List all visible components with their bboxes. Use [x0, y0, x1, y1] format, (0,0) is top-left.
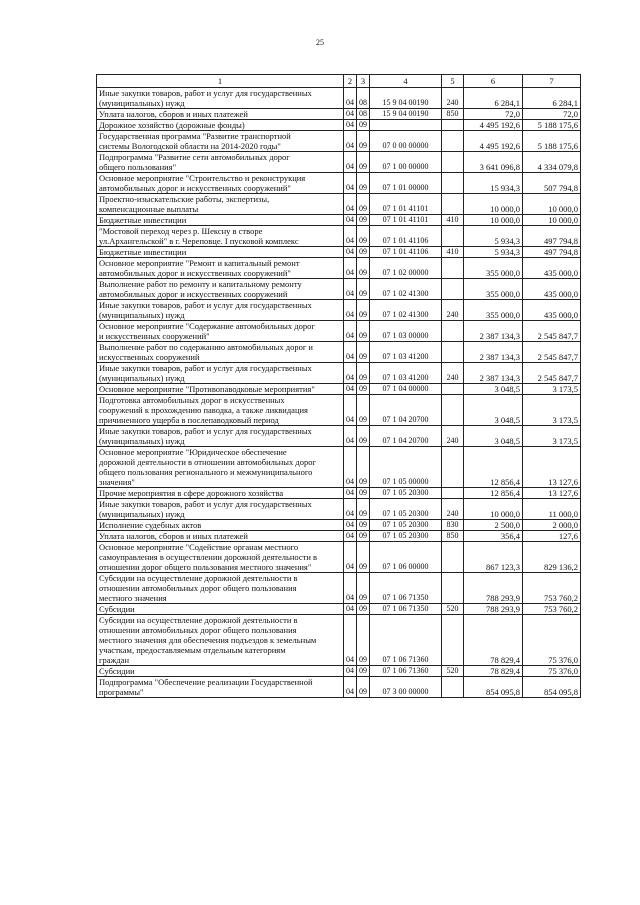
section-code: 04 — [344, 615, 357, 666]
header-cell: 1 — [97, 75, 344, 88]
subsection-code: 09 — [357, 447, 370, 488]
table-row — [97, 342, 581, 363]
amount-year-1: 3 048,5 — [464, 384, 523, 395]
expense-type-code — [442, 279, 464, 300]
amount-year-1: 5 934,3 — [464, 226, 523, 247]
section-code: 04 — [344, 363, 357, 384]
amount-year-1: 10 000,0 — [464, 499, 523, 520]
section-code: 04 — [344, 677, 357, 698]
section-code: 04 — [344, 88, 357, 109]
target-article-code — [370, 120, 442, 131]
amount-year-1: 78 829,4 — [464, 615, 523, 666]
target-article-code: 07 1 02 00000 — [370, 258, 442, 279]
row-name — [97, 321, 344, 342]
row-name-text: Иные закупки товаров, работ и услуг для государственных (муниципальных) нужд — [99, 300, 312, 320]
section-code: 04 — [344, 258, 357, 279]
subsection-code: 09 — [357, 131, 370, 152]
row-name-text: Субсидии — [99, 604, 135, 614]
target-article-code: 07 1 04 20700 — [370, 426, 442, 447]
row-name — [97, 247, 344, 258]
row-name-text: Субсидии — [99, 666, 135, 676]
amount-year-1: 4 495 192,6 — [464, 120, 523, 131]
table-row — [97, 120, 581, 131]
row-name-text: Бюджетные инвестиции — [99, 215, 187, 225]
row-name — [97, 226, 344, 247]
amount-year-2: 2 545 847,7 — [523, 363, 581, 384]
amount-year-2: 75 376,0 — [523, 666, 581, 677]
row-name — [97, 677, 344, 698]
amount-year-2: 3 173,5 — [523, 395, 581, 426]
header-cell: 7 — [523, 75, 581, 88]
row-name — [97, 194, 344, 215]
target-article-code: 15 9 04 00190 — [370, 88, 442, 109]
amount-year-1: 78 829,4 — [464, 666, 523, 677]
row-name-text: Выполнение работ по содержанию автомобильных дорог и искусственных сооружений — [99, 342, 313, 362]
header-cell: 6 — [464, 75, 523, 88]
row-name-text: Подготовка автомобильных дорог в искусственных сооружений к прохождению паводка, а также ликвидация причиненного ущерба в послепаводковый период — [99, 395, 308, 425]
amount-year-1: 15 934,3 — [464, 173, 523, 194]
target-article-code: 07 1 05 20300 — [370, 499, 442, 520]
section-code: 04 — [344, 573, 357, 604]
expense-type-code — [442, 573, 464, 604]
expense-type-code: 520 — [442, 666, 464, 677]
row-name-text: Основное мероприятие "Содержание автомобильных дорог и искусственных сооружений" — [99, 321, 315, 341]
subsection-code: 09 — [357, 488, 370, 499]
row-name — [97, 542, 344, 573]
row-name-text: Дорожное хозяйство (дорожные фонды) — [99, 120, 245, 130]
row-name-text: Основное мероприятие "Противопаводковые мероприятия" — [99, 384, 315, 394]
subsection-code: 09 — [357, 542, 370, 573]
section-code: 04 — [344, 120, 357, 131]
row-name — [97, 342, 344, 363]
row-name-text: "Мостовой переход через р. Шексну в створе ул.Архангельской" в г. Череповце. I пусковой комплекс — [99, 226, 299, 246]
section-code: 04 — [344, 499, 357, 520]
row-name — [97, 531, 344, 542]
table-row — [97, 88, 581, 109]
row-name — [97, 88, 344, 109]
target-article-code: 07 1 04 00000 — [370, 384, 442, 395]
amount-year-2: 5 188 175,6 — [523, 120, 581, 131]
target-article-code: 07 1 03 41200 — [370, 363, 442, 384]
amount-year-2: 75 376,0 — [523, 615, 581, 666]
expense-type-code: 240 — [442, 426, 464, 447]
amount-year-1: 2 500,0 — [464, 520, 523, 531]
subsection-code: 09 — [357, 677, 370, 698]
target-article-code: 15 9 04 00190 — [370, 109, 442, 120]
amount-year-1: 3 048,5 — [464, 395, 523, 426]
target-article-code: 07 1 01 00000 — [370, 173, 442, 194]
amount-year-2: 435 000,0 — [523, 258, 581, 279]
subsection-code: 09 — [357, 247, 370, 258]
table-row — [97, 531, 581, 542]
target-article-code: 07 1 03 00000 — [370, 321, 442, 342]
row-name — [97, 152, 344, 173]
amount-year-1: 788 293,9 — [464, 573, 523, 604]
expense-type-code: 850 — [442, 531, 464, 542]
row-name-text: Исполнение судебных актов — [99, 520, 202, 530]
expense-type-code — [442, 173, 464, 194]
table-row — [97, 677, 581, 698]
target-article-code: 07 1 05 20300 — [370, 531, 442, 542]
table-row — [97, 499, 581, 520]
row-name-text: Выполнение работ по ремонту и капитальному ремонту автомобильных дорог и искусственных сооружений — [99, 279, 302, 299]
subsection-code: 09 — [357, 300, 370, 321]
amount-year-2: 72,0 — [523, 109, 581, 120]
amount-year-2: 3 173,5 — [523, 426, 581, 447]
expense-type-code: 240 — [442, 300, 464, 321]
subsection-code: 09 — [357, 226, 370, 247]
subsection-code: 09 — [357, 573, 370, 604]
expense-type-code — [442, 447, 464, 488]
subsection-code: 09 — [357, 615, 370, 666]
amount-year-2: 10 000,0 — [523, 215, 581, 226]
amount-year-1: 355 000,0 — [464, 279, 523, 300]
expense-type-code — [442, 226, 464, 247]
row-name — [97, 520, 344, 531]
target-article-code: 07 1 04 20700 — [370, 395, 442, 426]
row-name-text: Государственная программа "Развитие транспортной системы Вологодской области на 2014-2020 годы" — [99, 131, 291, 151]
table-row — [97, 152, 581, 173]
subsection-code: 09 — [357, 120, 370, 131]
amount-year-2: 507 794,8 — [523, 173, 581, 194]
subsection-code: 09 — [357, 173, 370, 194]
header-cell: 4 — [370, 75, 442, 88]
row-name — [97, 120, 344, 131]
amount-year-2: 10 000,0 — [523, 194, 581, 215]
amount-year-2: 13 127,6 — [523, 447, 581, 488]
subsection-code: 09 — [357, 342, 370, 363]
header-cell: 2 — [344, 75, 357, 88]
header-cell: 3 — [357, 75, 370, 88]
section-code: 04 — [344, 109, 357, 120]
expense-type-code — [442, 395, 464, 426]
section-code: 04 — [344, 542, 357, 573]
table-row — [97, 426, 581, 447]
amount-year-1: 12 856,4 — [464, 447, 523, 488]
target-article-code: 07 1 01 41101 — [370, 215, 442, 226]
row-name — [97, 499, 344, 520]
amount-year-1: 12 856,4 — [464, 488, 523, 499]
expense-type-code: 410 — [442, 247, 464, 258]
subsection-code: 09 — [357, 426, 370, 447]
subsection-code: 09 — [357, 321, 370, 342]
subsection-code: 09 — [357, 531, 370, 542]
row-name — [97, 363, 344, 384]
section-code: 04 — [344, 447, 357, 488]
target-article-code: 07 1 00 00000 — [370, 152, 442, 173]
expense-type-code — [442, 120, 464, 131]
section-code: 04 — [344, 321, 357, 342]
subsection-code: 09 — [357, 384, 370, 395]
amount-year-1: 2 387 134,3 — [464, 342, 523, 363]
amount-year-1: 867 123,3 — [464, 542, 523, 573]
subsection-code: 09 — [357, 363, 370, 384]
table-row — [97, 173, 581, 194]
row-name — [97, 279, 344, 300]
amount-year-2: 2 545 847,7 — [523, 342, 581, 363]
section-code: 04 — [344, 426, 357, 447]
expense-type-code — [442, 152, 464, 173]
amount-year-1: 6 284,1 — [464, 88, 523, 109]
expense-type-code: 520 — [442, 604, 464, 615]
amount-year-2: 4 334 079,8 — [523, 152, 581, 173]
row-name — [97, 604, 344, 615]
row-name — [97, 573, 344, 604]
subsection-code: 08 — [357, 88, 370, 109]
table-row — [97, 615, 581, 666]
row-name — [97, 215, 344, 226]
row-name — [97, 131, 344, 152]
table-row — [97, 573, 581, 604]
subsection-code: 09 — [357, 258, 370, 279]
amount-year-1: 3 641 096,8 — [464, 152, 523, 173]
expense-type-code: 850 — [442, 109, 464, 120]
row-name-text: Подпрограмма "Обеспечение реализации Государственной программы" — [99, 677, 313, 697]
section-code: 04 — [344, 173, 357, 194]
subsection-code: 09 — [357, 215, 370, 226]
row-name-text: Основное мероприятие "Ремонт и капитальный ремонт автомобильных дорог и искусственных сооружений" — [99, 258, 300, 278]
row-name-text: Иные закупки товаров, работ и услуг для государственных (муниципальных) нужд — [99, 363, 312, 383]
section-code: 04 — [344, 152, 357, 173]
amount-year-1: 5 934,3 — [464, 247, 523, 258]
table-row — [97, 447, 581, 488]
target-article-code: 07 1 05 00000 — [370, 447, 442, 488]
table-row — [97, 542, 581, 573]
expense-type-code — [442, 258, 464, 279]
row-name-text: Иные закупки товаров, работ и услуг для государственных (муниципальных) нужд — [99, 426, 312, 446]
table-row — [97, 109, 581, 120]
section-code: 04 — [344, 279, 357, 300]
expense-type-code — [442, 384, 464, 395]
target-article-code: 07 1 01 41106 — [370, 226, 442, 247]
row-name-text: Уплата налогов, сборов и иных платежей — [99, 531, 248, 541]
amount-year-2: 854 095,8 — [523, 677, 581, 698]
target-article-code: 07 1 05 20300 — [370, 488, 442, 499]
subsection-code: 09 — [357, 395, 370, 426]
table-row — [97, 520, 581, 531]
row-name — [97, 384, 344, 395]
section-code: 04 — [344, 226, 357, 247]
row-name-text: Иные закупки товаров, работ и услуг для государственных (муниципальных) нужд — [99, 499, 312, 519]
section-code: 04 — [344, 131, 357, 152]
subsection-code: 09 — [357, 279, 370, 300]
row-name — [97, 488, 344, 499]
amount-year-2: 127,6 — [523, 531, 581, 542]
expense-type-code: 410 — [442, 215, 464, 226]
amount-year-1: 788 293,9 — [464, 604, 523, 615]
section-code: 04 — [344, 666, 357, 677]
row-name-text: Проектно-изыскательские работы, экспертизы, компенсационные выплаты — [99, 194, 270, 214]
section-code: 04 — [344, 488, 357, 499]
section-code: 04 — [344, 604, 357, 615]
row-name-text: Субсидии на осуществление дорожной деятельности в отношении автомобильных дорог общего пользования местного значения для обеспечения подъездов к земельным участкам, предоставляемым отдельным категориям граждан — [99, 615, 317, 665]
section-code: 04 — [344, 520, 357, 531]
target-article-code: 07 1 05 20300 — [370, 520, 442, 531]
row-name — [97, 258, 344, 279]
target-article-code: 07 1 06 00000 — [370, 542, 442, 573]
row-name-text: Бюджетные инвестиции — [99, 247, 187, 257]
table-row — [97, 226, 581, 247]
table-row — [97, 604, 581, 615]
page-number: 25 — [316, 38, 324, 47]
row-name-text: Подпрограмма "Развитие сети автомобильных дорог общего пользования" — [99, 152, 290, 172]
amount-year-2: 6 284,1 — [523, 88, 581, 109]
row-name-text: Основное мероприятие "Содействие органам местного самоуправления в осуществлении дорожной деятельности в отношении дорог общего пользования местного значения" — [99, 542, 318, 572]
subsection-code: 09 — [357, 194, 370, 215]
row-name-text: Иные закупки товаров, работ и услуг для государственных (муниципальных) нужд — [99, 88, 312, 108]
section-code: 04 — [344, 194, 357, 215]
table-row — [97, 321, 581, 342]
subsection-code: 09 — [357, 499, 370, 520]
amount-year-2: 497 794,8 — [523, 226, 581, 247]
section-code: 04 — [344, 384, 357, 395]
table-row — [97, 666, 581, 677]
section-code: 04 — [344, 247, 357, 258]
header-row — [97, 75, 581, 88]
expense-type-code — [442, 488, 464, 499]
amount-year-2: 13 127,6 — [523, 488, 581, 499]
amount-year-1: 2 387 134,3 — [464, 321, 523, 342]
amount-year-2: 11 000,0 — [523, 499, 581, 520]
expense-type-code: 240 — [442, 88, 464, 109]
amount-year-2: 435 000,0 — [523, 300, 581, 321]
section-code: 04 — [344, 300, 357, 321]
row-name-text: Основное мероприятие "Юридическое обеспечение дорожной деятельности в отношении автомобильных дорог общего пользования регионального и межмуниципального значения" — [99, 447, 316, 487]
amount-year-2: 5 188 175,6 — [523, 131, 581, 152]
amount-year-2: 3 173,5 — [523, 384, 581, 395]
amount-year-2: 497 794,8 — [523, 247, 581, 258]
amount-year-2: 2 000,0 — [523, 520, 581, 531]
amount-year-1: 355 000,0 — [464, 300, 523, 321]
section-code: 04 — [344, 342, 357, 363]
target-article-code: 07 1 01 41106 — [370, 247, 442, 258]
subsection-code: 09 — [357, 152, 370, 173]
amount-year-1: 10 000,0 — [464, 215, 523, 226]
section-code: 04 — [344, 531, 357, 542]
row-name — [97, 300, 344, 321]
amount-year-1: 2 387 134,3 — [464, 363, 523, 384]
expense-type-code — [442, 677, 464, 698]
amount-year-1: 72,0 — [464, 109, 523, 120]
subsection-code: 09 — [357, 520, 370, 531]
expense-type-code: 240 — [442, 363, 464, 384]
subsection-code: 08 — [357, 109, 370, 120]
row-name-text: Субсидии на осуществление дорожной деятельности в отношении автомобильных дорог общего пользования местного значения — [99, 573, 298, 603]
amount-year-1: 355 000,0 — [464, 258, 523, 279]
target-article-code: 07 1 06 71360 — [370, 615, 442, 666]
target-article-code: 07 1 03 41200 — [370, 342, 442, 363]
budget-table — [96, 74, 581, 698]
target-article-code: 07 0 00 00000 — [370, 131, 442, 152]
amount-year-1: 4 495 192,6 — [464, 131, 523, 152]
row-name — [97, 426, 344, 447]
table-row — [97, 363, 581, 384]
section-code: 04 — [344, 215, 357, 226]
target-article-code: 07 1 06 71350 — [370, 604, 442, 615]
amount-year-2: 2 545 847,7 — [523, 321, 581, 342]
target-article-code: 07 1 02 41300 — [370, 279, 442, 300]
header-cell: 5 — [442, 75, 464, 88]
row-name — [97, 109, 344, 120]
table-row — [97, 300, 581, 321]
amount-year-2: 753 760,2 — [523, 604, 581, 615]
amount-year-1: 854 095,8 — [464, 677, 523, 698]
row-name — [97, 395, 344, 426]
row-name-text: Прочие мероприятия в сфере дорожного хозяйства — [99, 488, 284, 498]
table-row — [97, 194, 581, 215]
target-article-code: 07 3 00 00000 — [370, 677, 442, 698]
section-code: 04 — [344, 395, 357, 426]
table-row — [97, 395, 581, 426]
expense-type-code — [442, 194, 464, 215]
expense-type-code — [442, 542, 464, 573]
expense-type-code — [442, 615, 464, 666]
expense-type-code: 830 — [442, 520, 464, 531]
target-article-code: 07 1 06 71350 — [370, 573, 442, 604]
table-row — [97, 488, 581, 499]
row-name-text: Уплата налогов, сборов и иных платежей — [99, 109, 248, 119]
table-row — [97, 258, 581, 279]
table-row — [97, 279, 581, 300]
target-article-code: 07 1 06 71360 — [370, 666, 442, 677]
target-article-code: 07 1 02 41300 — [370, 300, 442, 321]
amount-year-2: 829 136,2 — [523, 542, 581, 573]
table-row — [97, 384, 581, 395]
expense-type-code — [442, 131, 464, 152]
row-name — [97, 173, 344, 194]
amount-year-2: 753 760,2 — [523, 573, 581, 604]
subsection-code: 09 — [357, 666, 370, 677]
subsection-code: 09 — [357, 604, 370, 615]
expense-type-code — [442, 342, 464, 363]
row-name — [97, 615, 344, 666]
amount-year-1: 3 048,5 — [464, 426, 523, 447]
table-row — [97, 247, 581, 258]
row-name-text: Основное мероприятие "Строительство и реконструкция автомобильных дорог и искусственных сооружений" — [99, 173, 306, 193]
table-row — [97, 131, 581, 152]
amount-year-1: 10 000,0 — [464, 194, 523, 215]
expense-type-code: 240 — [442, 499, 464, 520]
amount-year-2: 435 000,0 — [523, 279, 581, 300]
target-article-code: 07 1 01 41101 — [370, 194, 442, 215]
row-name — [97, 666, 344, 677]
table-row — [97, 215, 581, 226]
expense-type-code — [442, 321, 464, 342]
row-name — [97, 447, 344, 488]
amount-year-1: 356,4 — [464, 531, 523, 542]
